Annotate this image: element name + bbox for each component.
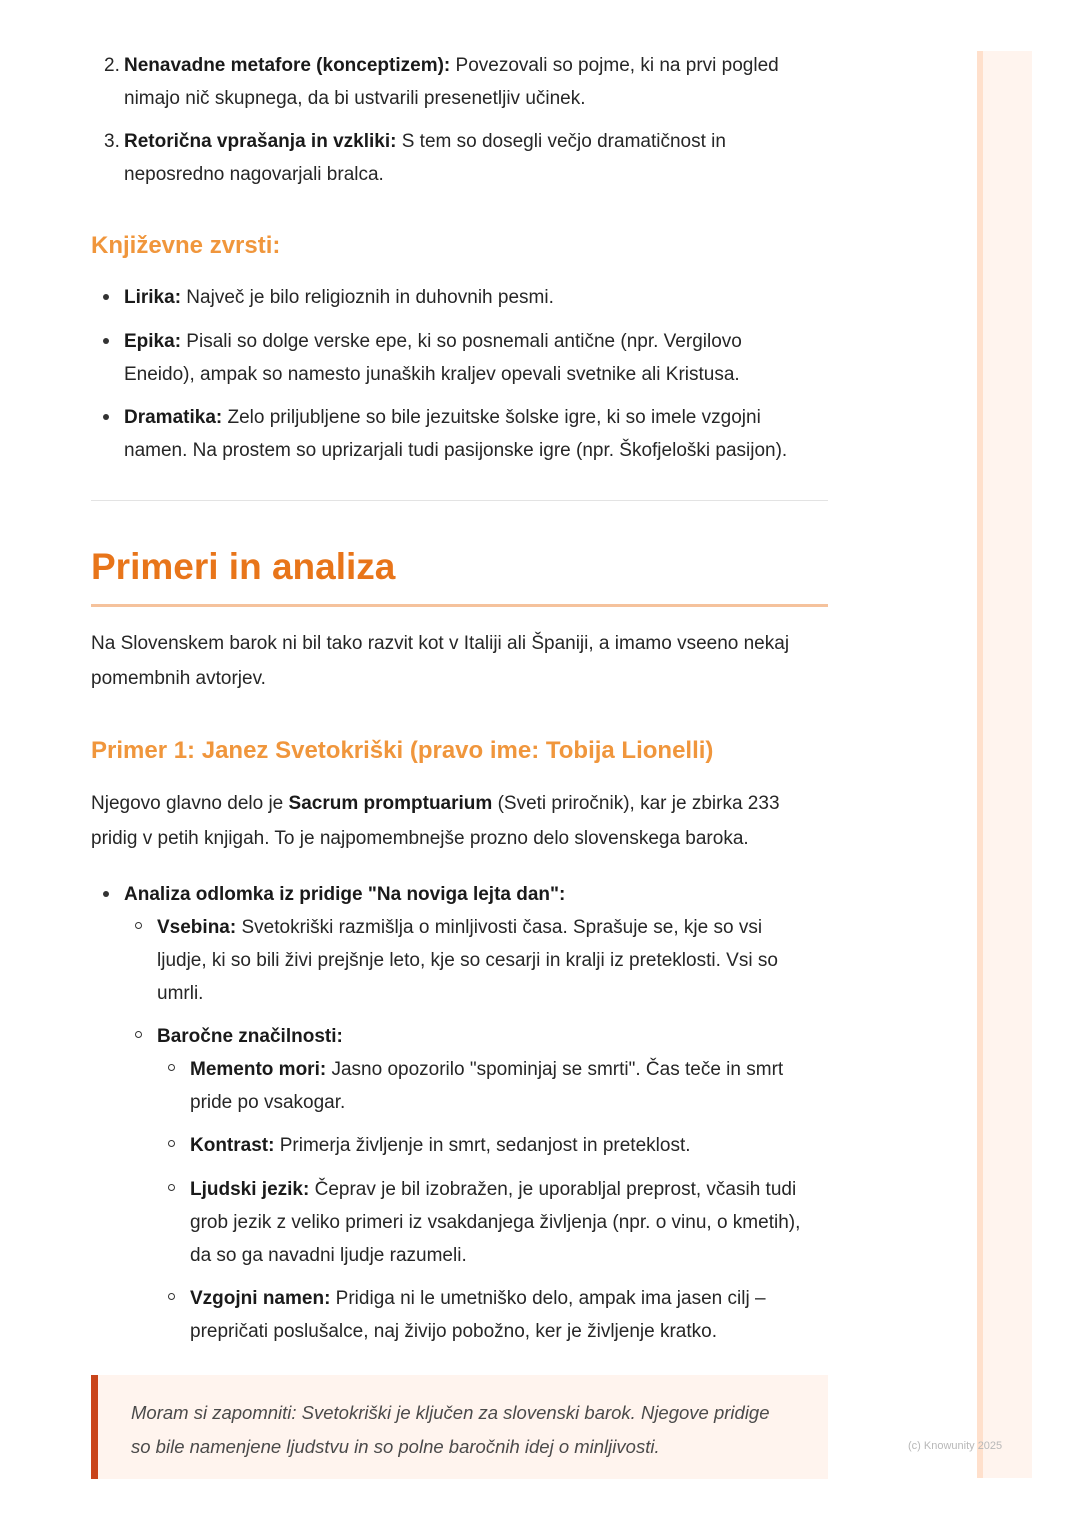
genre-item-drama	[124, 401, 761, 434]
features-title-text: Baročne značilnosti:	[157, 1026, 343, 1047]
side-margin-panel	[977, 51, 1032, 1478]
feature-term: Kontrast:	[190, 1135, 275, 1156]
list-item-metaphors	[124, 49, 779, 82]
feature-text: Pridiga ni le umetniško delo, ampak ima jasen cilj –	[330, 1288, 766, 1309]
list-text: Povezovali so pojme, ki na prvi pogled	[450, 55, 779, 76]
feature-text-continued: grob jezik z veliko primeri iz vsakdanjega življenja (npr. o vinu, o kmetih),	[190, 1212, 801, 1233]
circle-bullet-icon	[168, 1140, 175, 1147]
section-divider	[91, 500, 828, 501]
feature-text: Primerja življenje in smrt, sedanjost in preteklost.	[274, 1135, 691, 1156]
genre-text-continued: namen. Na prostem so uprizarjali tudi pasijonske igre (npr. Škofjeloški pasijon).	[124, 440, 788, 461]
intro-paragraph-continued: pomembnih avtorjev.	[91, 668, 266, 689]
feature-text-continued: prepričati poslušalce, naj živijo pobožno, ker je življenje kratko.	[190, 1321, 717, 1342]
list-item-rhetorical	[124, 125, 726, 158]
callout-text: Moram si zapomniti: Svetokriški je ključen za slovenski barok. Njegove pridige	[131, 1402, 770, 1423]
circle-bullet-icon	[168, 1293, 175, 1300]
callout-text-continued: so bile namenjene ljudstvu in so polne baročnih idej o minljivosti.	[131, 1436, 660, 1457]
feature-educational-purpose	[190, 1282, 766, 1315]
genre-term: Dramatika:	[124, 407, 223, 428]
memo-callout	[91, 1375, 828, 1479]
feature-folk-language	[190, 1173, 796, 1206]
content-text-continued: ljudje, ki so bili živi prejšnje leto, kje so cesarji in kralji iz preteklosti. Vsi so	[157, 950, 778, 971]
content-text-continued: umrli.	[157, 983, 204, 1004]
list-number: 2.	[104, 55, 120, 76]
bullet-icon	[103, 294, 109, 300]
feature-term: Memento mori:	[190, 1059, 327, 1080]
genre-text-continued: Eneido), ampak so namesto junaških kraljev opevali svetnike ali Kristusa.	[124, 364, 740, 385]
genre-term: Epika:	[124, 331, 182, 352]
paragraph-text: (Sveti priročnik), kar je zbirka 233	[492, 793, 780, 814]
list-text-continued: nimajo nič skupnega, da bi ustvarili presenetljiv učinek.	[124, 88, 586, 109]
feature-term: Ljudski jezik:	[190, 1179, 310, 1200]
genre-text: Največ je bilo religioznih in duhovnih pesmi.	[181, 287, 554, 308]
feature-contrast	[190, 1129, 691, 1162]
copyright-notice: (c) Knowunity 2025	[908, 1440, 1003, 1452]
bullet-icon	[103, 891, 109, 897]
list-text-continued: neposredno nagovarjali bralca.	[124, 164, 384, 185]
genre-item-epic	[124, 325, 742, 358]
content-term: Vsebina:	[157, 917, 237, 938]
features-title	[157, 1020, 343, 1053]
feature-memento-mori	[190, 1053, 783, 1086]
bullet-icon	[103, 338, 109, 344]
genre-text: Zelo priljubljene so bile jezuitske šolske igre, ki so imele vzgojni	[222, 407, 761, 428]
genre-text: Pisali so dolge verske epe, ki so posnemali antične (npr. Vergilovo	[181, 331, 742, 352]
callout-accent-bar	[91, 1375, 98, 1479]
genres-heading: Književne zvrsti:	[91, 232, 281, 259]
list-term: Retorična vprašanja in vzkliki:	[124, 131, 397, 152]
genre-term: Lirika:	[124, 287, 182, 308]
list-text: S tem so dosegli večjo dramatičnost in	[396, 131, 726, 152]
analysis-content	[157, 911, 762, 944]
example-paragraph	[91, 787, 780, 820]
paragraph-text: Njegovo glavno delo je	[91, 793, 289, 814]
feature-text: Čeprav je bil izobražen, je uporabljal preprost, včasih tudi	[309, 1179, 797, 1200]
list-term: Nenavadne metafore (konceptizem):	[124, 55, 451, 76]
title-underline	[91, 604, 828, 607]
content-text: Svetokriški razmišlja o minljivosti časa. Sprašuje se, kje so vsi	[236, 917, 763, 938]
feature-text-continued: pride po vsakogar.	[190, 1092, 346, 1113]
circle-bullet-icon	[135, 922, 142, 929]
bullet-icon	[103, 414, 109, 420]
circle-bullet-icon	[168, 1064, 175, 1071]
feature-term: Vzgojni namen:	[190, 1288, 331, 1309]
circle-bullet-icon	[135, 1031, 142, 1038]
example-heading: Primer 1: Janez Svetokriški (pravo ime: Tobija Lionelli)	[91, 737, 714, 764]
work-title: Sacrum promptuarium	[288, 793, 493, 814]
genre-item-lyric	[124, 281, 554, 314]
section-title: Primeri in analiza	[91, 546, 396, 587]
side-stripe	[977, 51, 983, 1478]
example-paragraph-continued: pridig v petih knjigah. To je najpomembnejše prozno delo slovenskega baroka.	[91, 828, 749, 849]
analysis-title-text: Analiza odlomka iz pridige "Na noviga lejta dan":	[124, 884, 566, 905]
circle-bullet-icon	[168, 1184, 175, 1191]
analysis-title	[124, 878, 565, 911]
feature-text: Jasno opozorilo "spominjaj se smrti". Čas teče in smrt	[326, 1059, 784, 1080]
intro-paragraph: Na Slovenskem barok ni bil tako razvit kot v Italiji ali Španiji, a imamo vseeno nekaj	[91, 633, 790, 654]
feature-text-continued: da so ga navadni ljudje razumeli.	[190, 1245, 467, 1266]
list-number: 3.	[104, 131, 120, 152]
